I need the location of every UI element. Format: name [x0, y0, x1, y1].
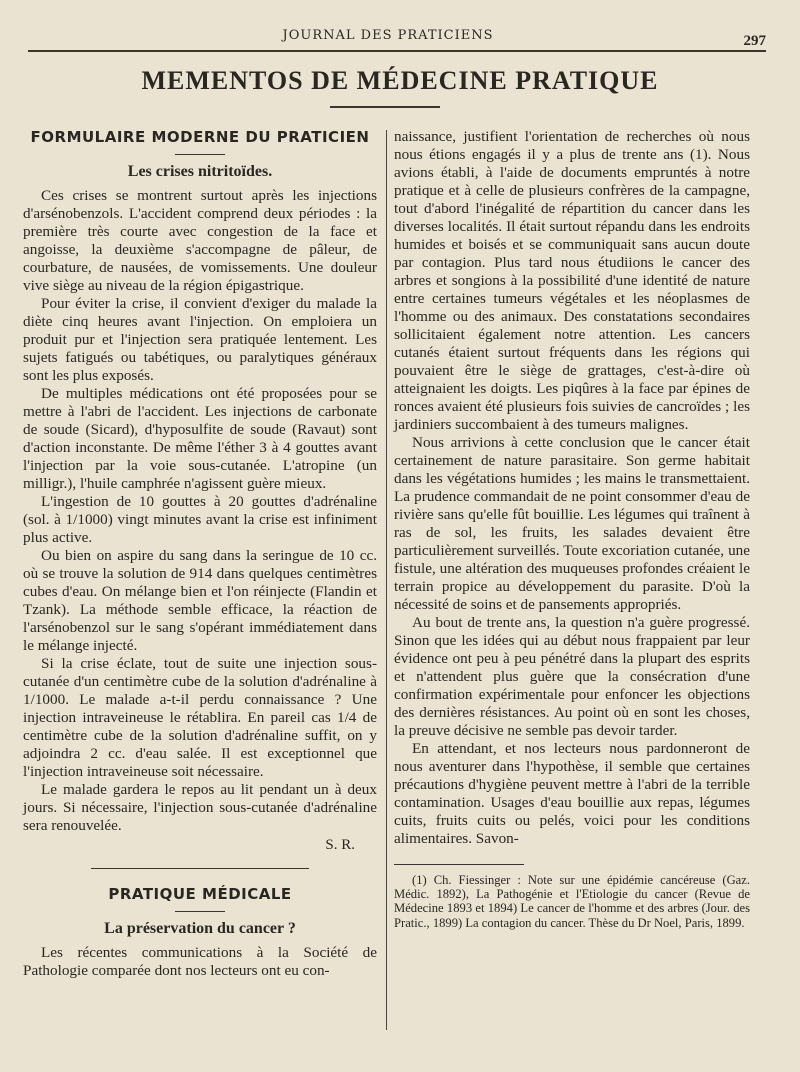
article-heading-crises: Les crises nitritoïdes. [127, 163, 273, 180]
left-column [23, 128, 377, 980]
footnote-rule [394, 864, 524, 865]
paragraph: naissance, justifient l'orientation de recherches où nous nous étions engagés il y a plus de trente ans (1). Nous avions établi, à l'aide de documents empruntés à notre pratique et à celle de plusieurs confrères de la campagne, tout d'abord l'inégalité de répartition du cancer dans les diverses localités. Il était surtout répandu dans les endroits humides et boisés et se communiquait sans aucun doute par contagion. Plus tard nous étudiions le cancer des arbres et songions à la possibilité d'une identité de nature entre certaines tumeurs végétales et les néoplasmes de l'homme ou des animaux. Des constatations secondaires sollicitaient également notre attention. Les cancers cutanés étaient surtout fréquents dans les régions qui pouvaient être le siège de grattages, c'est-à-dire où atteignaient les doigts. Les piqûres à la face par épines de ronces avaient été plusieurs fois suivies de cancroïdes ; les jardiniers succombaient à des tumeurs malignes. [394, 128, 750, 433]
article-heading-cancer: La préservation du cancer ? [104, 920, 296, 937]
paragraph: Ou bien on aspire du sang dans la seringue de 10 cc. où se trouve la solution de 914 dans quelques centimètres cubes d'eau. On mélange bien et l'on réinjecte (Flandin et Tzank). La méthode semble efficace, la réaction de l'arsénobenzol sur le sang s'opérant immédiatement dans le mélange injecté. [23, 547, 377, 654]
paragraph: Nous arrivions à cette conclusion que le cancer était certainement de nature parasitaire. Son germe habitait dans les végétations humides ; les mains le transmettaient. La prudence commandait de ne point consommer d'eau de rivière sans qu'elle fût bouillie. Les légumes qui traînent à ras de sol, les fruits, les salades devaient être particulièrement surveillés. Toute excoriation cutanée, une fistule, une altération des muqueuses profondes créaient le terrain propice au développement du parasite. D'où la nécessité de soins et de pansements appropriés. [394, 434, 750, 613]
section-divider [91, 868, 309, 869]
paragraph: En attendant, et nos lecteurs nous pardonneront de nous aventurer dans l'hypothèse, il semble que certaines précautions d'hygiène peuvent mettre à l'abri de la terrible contamination. Usages d'eau bouillie aux repas, légumes cuits, fruits cuits ou pelés, voici pour les conditions alimentaires. Savon- [394, 740, 750, 847]
page-title: MEMENTOS DE MÉDECINE PRATIQUE [141, 66, 659, 95]
footnote: (1) Ch. Fiessinger : Note sur une épidémie cancéreuse (Gaz. Médic. 1892), La Pathogénie et l'Etiologie du cancer (Revue de Médecine 1893 et 1894) Le cancer de l'homme et des arbres (Jour. des Pratic., 1899) La contagion du cancer. Thèse du Dr Noel, Paris, 1899. [394, 873, 750, 930]
paragraph: Pour éviter la crise, il convient d'exiger du malade la diète cinq heures avant l'injection. On emploiera un produit pur et l'injection sera pratiquée lentement. Les sujets fatigués ou tabétiques, ou paralytiques généraux sont les plus exposés. [23, 295, 377, 384]
header-rule [28, 50, 766, 52]
paragraph: Si la crise éclate, tout de suite une injection sous-cutanée d'un centimètre cube de la solution d'adrénaline à 1/1000. Le malade a-t-il perdu connaissance ? Une injection intraveineuse le rétablira. En pareil cas 1/4 de centimètre cube de la solution d'adrénaline suffit, on y adjoindra 2 cc. d'eau salée. Il est exceptionnel que l'injection intraveineuse soit nécessaire. [23, 655, 377, 780]
paragraph: Les récentes communications à la Société de Pathologie comparée dont nos lecteurs ont eu con- [23, 944, 377, 979]
title-rule [330, 106, 440, 108]
column-divider [386, 130, 387, 1030]
journal-title: JOURNAL DES PRATICIENS [282, 28, 494, 43]
page-number: 297 [743, 33, 766, 49]
paragraph: De multiples médications ont été proposées pour se mettre à l'abri de l'accident. Les injections de carbonate de soude (Sicard), d'hyposulfite de soude (Ravaut) sont d'action inconstante. De même l'éther 3 à 4 gouttes avant l'injection par la voie sous-cutanée. L'atropine (un milligr.), l'huile camphrée n'agissent guère mieux. [23, 385, 377, 492]
author-signature: S. R. [325, 837, 355, 853]
paragraph: L'ingestion de 10 gouttes à 20 gouttes d'adrénaline (sol. à 1/1000) vingt minutes avant la crise est infiniment plus active. [23, 493, 377, 546]
paragraph: Le malade gardera le repos au lit pendant un à deux jours. Si nécessaire, l'injection sous-cutanée d'adrénaline sera renouvelée. [23, 781, 377, 834]
running-header [28, 26, 766, 50]
paragraph: Au bout de trente ans, la question n'a guère progressé. Sinon que les idées qui au début nous frappaient par leur évidence ont peu à peu pénétré dans la plupart des esprits et n'attendent plus guère que la consécration d'une confirmation expérimentale pour enfoncer les objections des dernières résistances. Au point où en sont les choses, la preuve décisive ne semble pas devoir tarder. [394, 614, 750, 739]
section-rule [175, 154, 225, 155]
section-rule [175, 911, 225, 912]
section-heading-formulaire: FORMULAIRE MODERNE DU PRATICIEN [30, 128, 370, 146]
paragraph: Ces crises se montrent surtout après les injections d'arsénobenzols. L'accident comprend deux périodes : la première très courte avec congestion de la face et angoisse, la deuxième s'accompagne de pâleur, de courbature, de nausées, de vomissements. Une douleur vive siège au niveau de la région épigastrique. [23, 187, 377, 294]
right-column [394, 128, 750, 930]
section-heading-pratique: PRATIQUE MÉDICALE [108, 885, 292, 903]
